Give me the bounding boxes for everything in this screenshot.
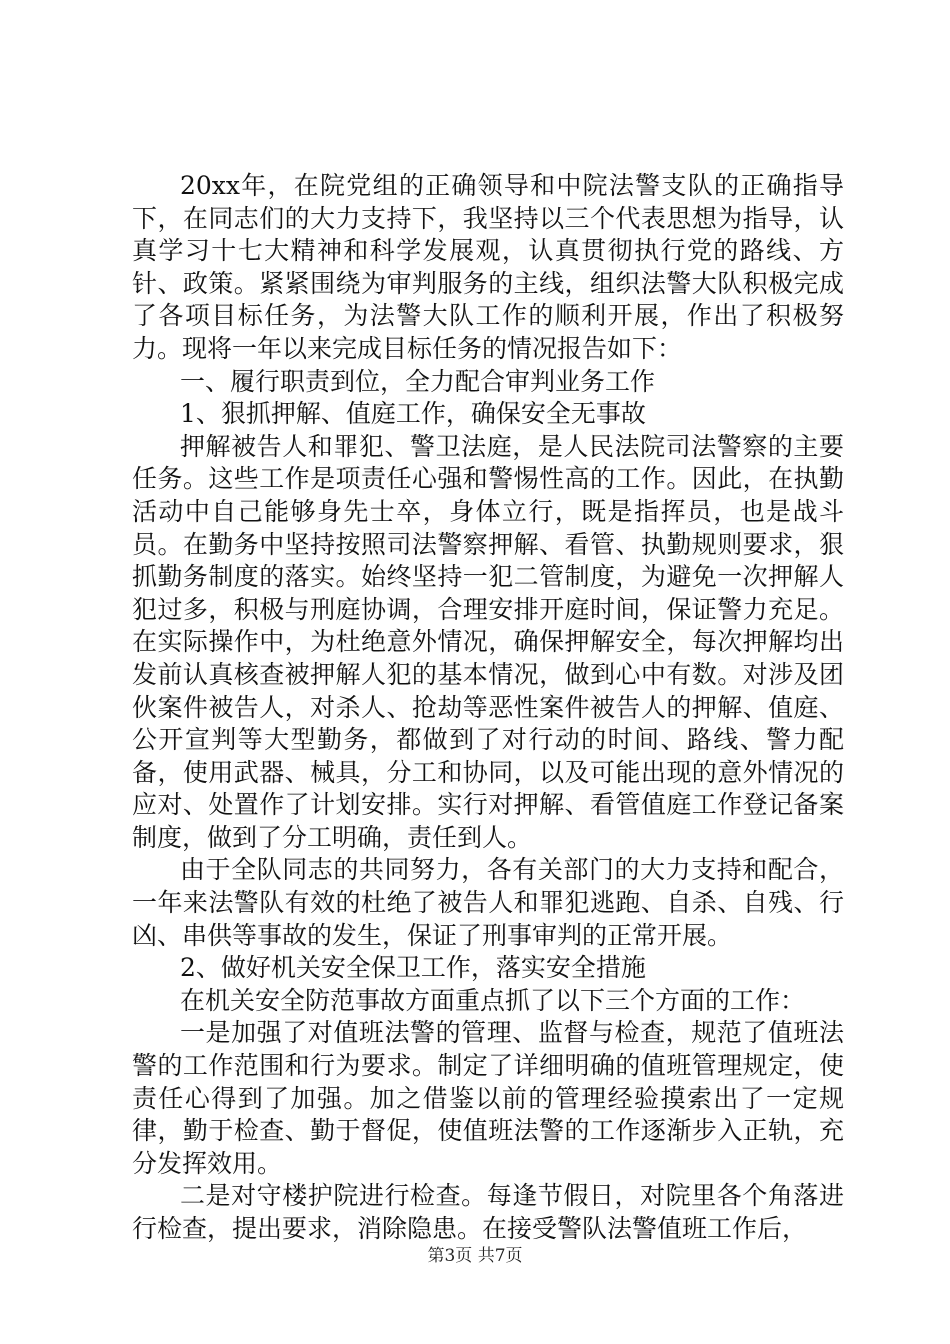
page-number: 第3页 共7页 [427, 1246, 523, 1266]
paragraph-point-one: 一是加强了对值班法警的管理、监督与检查，规范了值班法警的工作范围和行为要求。制定了详细明确的值班管理规定，使责任心得到了加强。加之借鉴以前的管理经验摸索出了一定规律，勤于检查、勤于督促，使值班法警的工作逐渐步入正轨，充分发挥效用。 [132, 1018, 844, 1178]
paragraph-security-intro: 在机关安全防范事故方面重点抓了以下三个方面的工作： [180, 985, 806, 1015]
paragraph-point-two: 二是对守楼护院进行检查。每逢节假日，对院里各个角落进行检查，提出要求，消除隐患。在接受警队法警值班工作后， [132, 1181, 844, 1243]
document-body [132, 170, 844, 1246]
subsection-heading-2: 2、做好机关安全保卫工作，落实安全措施 [180, 953, 646, 983]
paragraph-intro: 20xx年，在院党组的正确领导和中院法警支队的正确指导下，在同志们的大力支持下，我坚持以三个代表思想为指导，认真学习十七大精神和科学发展观，认真贯彻执行党的路线、方针、政策。紧紧围绕为审判服务的主线，组织法警大队积极完成了各项目标任务，为法警大队工作的顺利开展，作出了积极努力。现将一年以来完成目标任务的情况报告如下： [132, 171, 844, 363]
paragraph-escort-duty: 押解被告人和罪犯、警卫法庭，是人民法院司法警察的主要任务。这些工作是项责任心强和警惕性高的工作。因此，在执勤活动中自己能够身先士卒，身体立行，既是指挥员，也是战斗员。在勤务中坚持按照司法警察押解、看管、执勤规则要求，狠抓勤务制度的落实。始终坚持一犯二管制度，为避免一次押解人犯过多，积极与刑庭协调，合理安排开庭时间，保证警力充足。在实际操作中，为杜绝意外情况，确保押解安全，每次押解均出发前认真核查被押解人犯的基本情况，做到心中有数。对涉及团伙案件被告人，对杀人、抢劫等恶性案件被告人的押解、值庭、公开宣判等大型勤务，都做到了对行动的时间、路线、警力配备，使用武器、械具，分工和协同，以及可能出现的意外情况的应对、处置作了计划安排。实行对押解、看管值庭工作登记备案制度，做到了分工明确，责任到人。 [132, 431, 844, 852]
section-heading-1: 一、履行职责到位，全力配合审判业务工作 [180, 366, 656, 396]
subsection-heading-1: 1、狠抓押解、值庭工作，确保安全无事故 [180, 399, 646, 429]
paragraph-escort-result: 由于全队同志的共同努力，各有关部门的大力支持和配合，一年来法警队有效的杜绝了被告人和罪犯逃跑、自杀、自残、行凶、串供等事故的发生，保证了刑事审判的正常开展。 [132, 855, 844, 950]
